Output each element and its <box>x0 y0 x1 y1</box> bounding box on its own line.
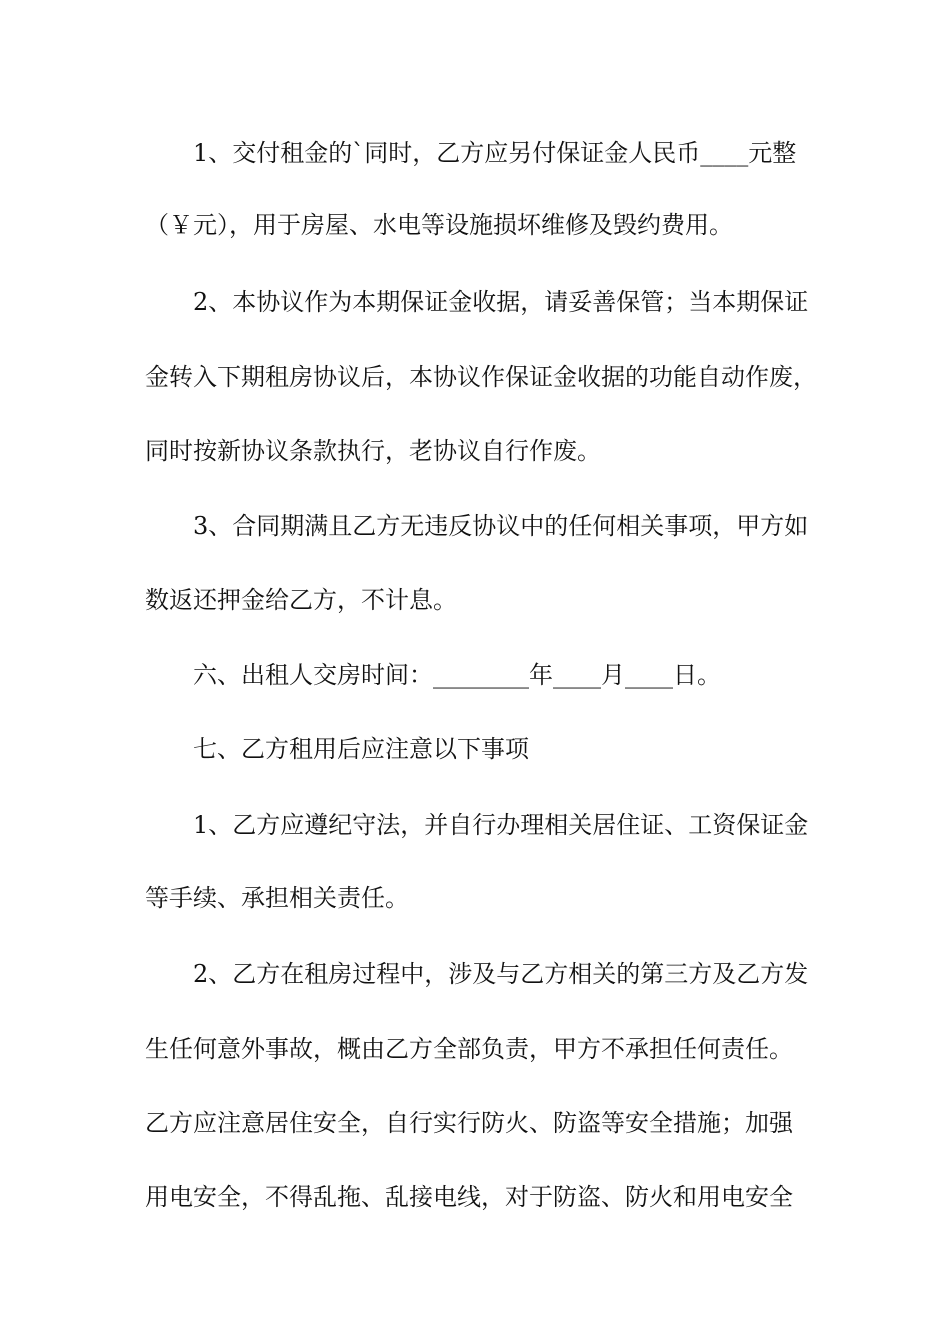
text-line: 2、本协议作为本期保证金收据，请妥善保管；当本期保证 <box>193 288 809 316</box>
text-line: 同时按新协议条款执行，老协议自行作废。 <box>145 437 601 465</box>
text-line: 1、交付租金的`同时，乙方应另付保证金人民币____元整 <box>193 139 797 167</box>
text-line: 生任何意外事故，概由乙方全部负责，甲方不承担任何责任。 <box>145 1035 793 1063</box>
text-line: 金转入下期租房协议后，本协议作保证金收据的功能自动作废， <box>145 363 817 391</box>
text-line: 六、出租人交房时间：________年____月____日。 <box>193 661 721 689</box>
text-line: 3、合同期满且乙方无违反协议中的任何相关事项，甲方如 <box>193 512 809 540</box>
text-line: 2、乙方在租房过程中，涉及与乙方相关的第三方及乙方发 <box>193 960 809 988</box>
text-line: 七、乙方租用后应注意以下事项 <box>193 735 529 763</box>
text-line: （￥元），用于房屋、水电等设施损坏维修及毁约费用。 <box>145 211 733 239</box>
text-line: 等手续、承担相关责任。 <box>145 884 409 912</box>
text-line: 乙方应注意居住安全，自行实行防火、防盗等安全措施；加强 <box>145 1109 793 1137</box>
text-line: 1、乙方应遵纪守法，并自行办理相关居住证、工资保证金 <box>193 811 809 839</box>
text-line: 用电安全，不得乱拖、乱接电线，对于防盗、防火和用电安全 <box>145 1183 793 1211</box>
text-line: 数返还押金给乙方，不计息。 <box>145 586 457 614</box>
